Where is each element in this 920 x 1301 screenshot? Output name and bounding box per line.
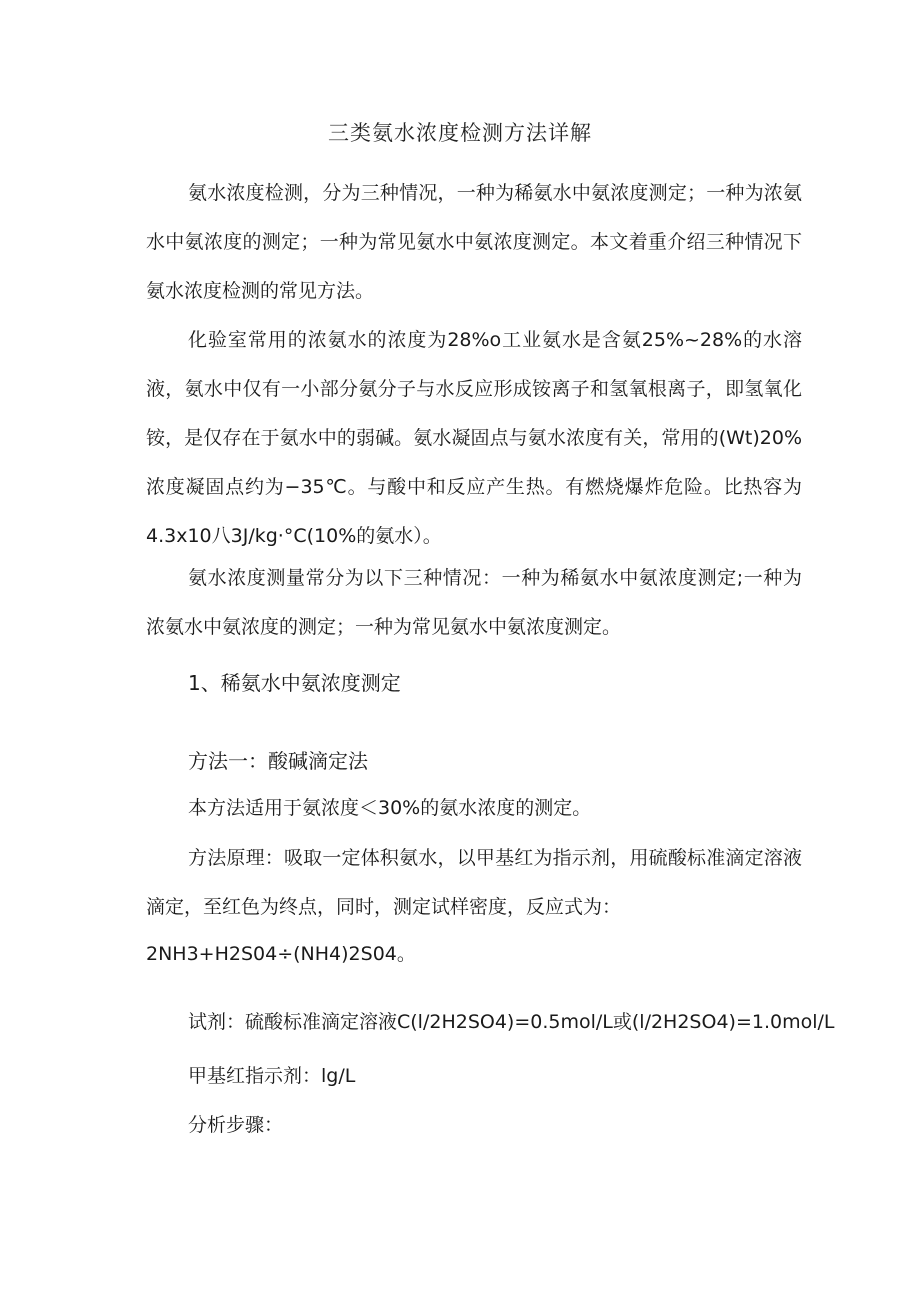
section-heading-dilute-ammonia: 1、稀氨水中氨浓度测定 (188, 671, 401, 695)
reagent-text: 试剂：硫酸标准滴定溶液C(l/2H2SO4)=0.5mol/L或(l/2H2SO4)=1.0mol/L (188, 1011, 835, 1033)
method-principle-paragraph: 方法原理：吸取一定体积氨水，以甲基红为指示剂，用硫酸标准滴定溶液滴定，至红色为终点，同时，测定试样密度，反应式为： (146, 847, 802, 918)
categories-paragraph: 氨水浓度测量常分为以下三种情况：一种为稀氨水中氨浓度测定;一种为浓氨水中氨浓度的测定；一种为常见氨水中氨浓度测定。 (146, 567, 802, 638)
document-title: 三类氨水浓度检测方法详解 (328, 121, 592, 145)
method-scope-text: 本方法适用于氨浓度＜30%的氨水浓度的测定。 (188, 797, 592, 819)
reaction-equation: 2NH3+H2S04÷(NH4)2S04。 (146, 943, 416, 965)
intro-paragraph: 氨水浓度检测，分为三种情况，一种为稀氨水中氨浓度测定；一种为浓氨水中氨浓度的测定；一种为常见氨水中氨浓度测定。本文着重介绍三种情况下氨水浓度检测的常见方法。 (146, 182, 802, 302)
analysis-steps-label: 分析步骤： (188, 1114, 284, 1136)
properties-paragraph: 化验室常用的浓氨水的浓度为28%o工业氨水是含氨25%~28%的水溶液，氨水中仅有一小部分氨分子与水反应形成铵离子和氢氧根离子，即氢氧化铵，是仅存在于氨水中的弱碱。氨水凝固点与氨水浓度有关，常用的(Wt)20%浓度凝固点约为−35℃。与酸中和反应产生热。有燃烧爆炸危险。比热容为4.3x10八3J/kg·°C(10%的氨水）。 (146, 329, 802, 547)
indicator-text: 甲基红指示剂：lg/L (188, 1065, 356, 1087)
method-heading-acid-base-titration: 方法一：酸碱滴定法 (188, 749, 368, 773)
